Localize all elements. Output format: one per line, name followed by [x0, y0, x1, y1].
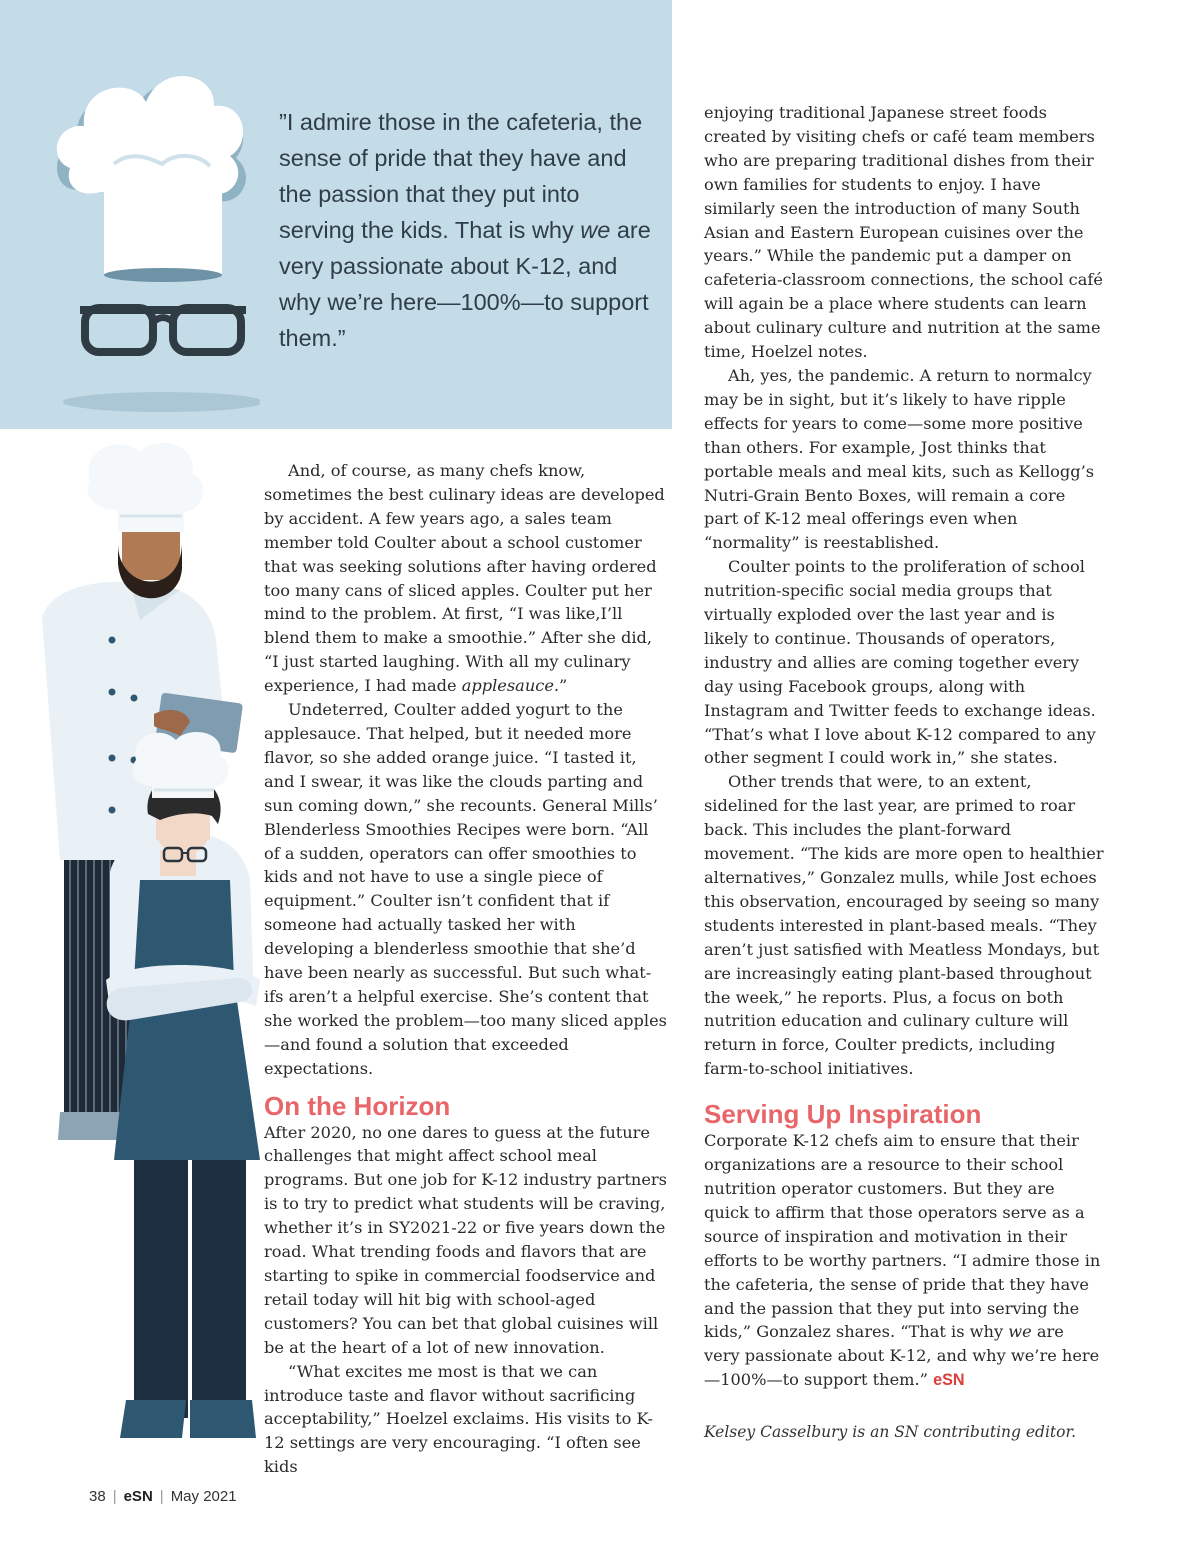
section-heading-serving-up-inspiration: Serving Up Inspiration	[704, 1099, 982, 1130]
paragraph-text: Corporate K-12 chefs aim to ensure that their organizations are a resource to their school nutrition operator customers. But they are quick to affirm that those operators serve as a source of inspiration and motivation in their efforts to be worthy partners. “I admire those in the cafeteria, the sense of pride that they have and the passion that they put into serving the kids,” Gonzalez shares. “That is why	[704, 1131, 1101, 1342]
author-byline: Kelsey Casselbury is an SN contributing editor.	[704, 1423, 1077, 1442]
chefs-illustration	[30, 440, 262, 1440]
section-heading-on-the-horizon: On the Horizon	[264, 1090, 451, 1121]
shadow-shape	[63, 392, 260, 412]
paragraph-after-2020: After 2020, no one dares to guess at the future challenges that might affect school meal programs. But one job for K-12 industry partners is to try to predict what students will be craving, whether it’s in SY2021-22 or five years down the road. What trending foods and flavors that are starting to spike in commercial foodservice and retail today will hit big with school-aged customers? You can bet that global cuisines will be at the heart of a lot of new innovation.	[264, 1122, 667, 1357]
paragraph-other-trends: Other trends that were, to an extent, sidelined for the last year, are primed to roar back. This includes the plant-forward movement. “The kids are more open to healthier alternatives,” Gonzalez mulls, while Jost echoes this observation, encouraged by seeing so many students interested in plant-based meals. “They aren’t just satisfied with Meatless Mondays, but are increasingly eating plant-based throughout the week,” he reports. Plus, a focus on both nutrition education and culinary culture will return in force, Coulter predicts, including farm-to-school initiatives.	[704, 772, 1104, 1079]
paragraph-text-end: are very passionate about K-12, and why we’re here—100%—to support them.”	[704, 1322, 1100, 1390]
paragraph-corporate-chefs	[704, 1129, 1104, 1393]
center-column	[264, 459, 668, 1479]
right-column	[704, 101, 1104, 1445]
paragraph-pandemic: Ah, yes, the pandemic. A return to normalcy may be in sight, but it’s likely to have ripple effects for years to come—some more positive than others. For example, Jost thinks that portable meals and meal kits, such as Kellogg’s Nutri-Grain Bento Boxes, will remain a core part of K-12 meal offerings even when “normality” is reestablished.	[704, 365, 1095, 553]
paragraph-social-media: Coulter points to the proliferation of school nutrition-specific social media groups that virtually exploded over the last year and is likely to continue. Thousands of operators, industry and allies are coming together every day using Facebook groups, along with Instagram and Twitter feeds to exchange ideas. “That’s what I love about K-12 compared to any other segment I could work in,” she states.	[704, 557, 1096, 768]
pull-quote	[279, 104, 659, 356]
end-mark-esn: eSN	[933, 1371, 965, 1390]
paragraph-text-end: ”	[559, 676, 568, 696]
paragraph-japanese-street-foods: enjoying traditional Japanese street foods created by visiting chefs or café team members who are preparing traditional dishes from their own families for students to enjoy. I have similarly seen the introduction of many South Asian and Eastern European cuisines over the years.” While the pandemic put a damper on cafeteria-classroom connections, the school café will again be a place where students can learn about culinary culture and nutrition at the same time, Hoelzel notes.	[704, 103, 1103, 362]
paragraph-undeterred: Undeterred, Coulter added yogurt to the applesauce. That helped, but it needed more flavor, so she added orange juice. “I tasted it, and I swear, it was like the clouds parting and sun coming down,” she recounts. General Mills’ Blenderless Smoothies Recipes were born. “All of a sudden, operators can offer smoothies to kids and not have to use a single piece of equipment.” Coulter isn’t confident that if someone had actually tasked her with developing a blenderless smoothie that she’d have been nearly as successful. But such what-ifs aren’t a helpful exercise. She’s content that she worked the problem—too many sliced apples—and found a solution that exceeded expectations.	[264, 700, 667, 1078]
emphasis-we: we	[1008, 1322, 1032, 1342]
paragraph-what-excites: “What excites me most is that we can introduce taste and flavor without sacrificing acceptability,” Hoelzel exclaims. His visits to K-12 settings are very encouraging. “I often see kids	[264, 1361, 653, 1477]
emphasis-applesauce: applesauce.	[461, 676, 560, 696]
issue-date: May 2021	[170, 1488, 237, 1505]
pull-quote-emphasis: we	[580, 217, 611, 243]
chef-hat-icon	[57, 76, 246, 282]
paragraph-text: And, of course, as many chefs know, sometimes the best culinary ideas are developed by accident. A few years ago, a sales team member told Coulter about a school customer that was seeking solutions after having ordered too many cans of sliced apples. Coulter put her mind to the problem. At first, “I was like,I’ll blend them to make a smoothie.” After she did, “I just started laughing. With all my culinary experience, I had made	[264, 461, 665, 696]
magazine-name: eSN	[123, 1488, 153, 1505]
pull-quote-text-end: are very passionate about K-12, and why we’re here—100%—to support them.”	[279, 217, 651, 351]
folio-divider: |	[159, 1488, 164, 1505]
pull-quote-text: ”I admire those in the cafeteria, the sense of pride that they have and the passion that they put into serving the kids. That is why	[279, 109, 643, 243]
chef-hat-glasses-illustration	[40, 40, 260, 430]
page-folio	[89, 1488, 237, 1505]
pull-quote-panel	[0, 0, 672, 429]
folio-divider: |	[112, 1488, 117, 1505]
page-number: 38	[89, 1488, 106, 1505]
paragraph-accident	[264, 459, 668, 698]
glasses-icon	[80, 306, 246, 352]
